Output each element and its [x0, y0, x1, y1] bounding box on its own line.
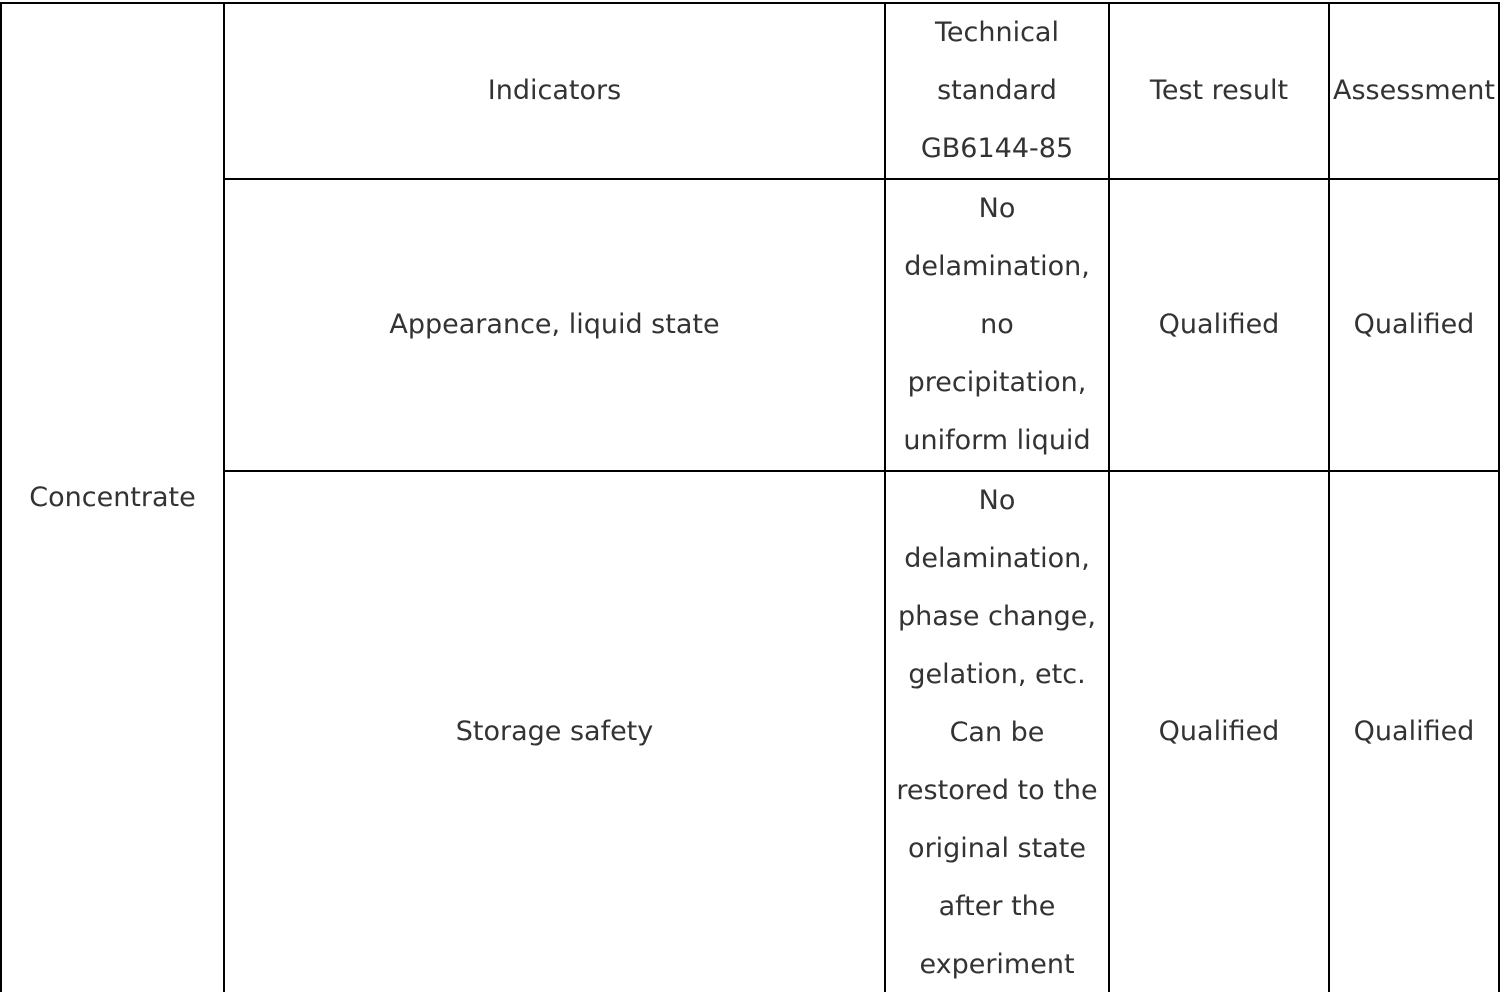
header-assessment-label: Assessment — [1333, 75, 1495, 106]
row2-indicator-text: Storage safety — [455, 716, 654, 747]
row1-standard-line: No — [978, 193, 1016, 224]
row2-indicator — [225, 472, 884, 992]
row1-standard-line: precipitation, — [907, 367, 1087, 398]
row2-standard-line: experiment — [919, 949, 1075, 980]
row2-assessment-text: Qualified — [1353, 716, 1475, 747]
row1-test-result — [1110, 180, 1328, 470]
header-indicators — [225, 4, 884, 178]
row2-standard-line: phase change, — [897, 601, 1096, 632]
row1-indicator — [225, 180, 884, 470]
row1-standard-line: uniform liquid — [903, 425, 1091, 456]
row2-standard-line: delamination, — [904, 543, 1090, 574]
row1-standard-line: delamination, — [904, 251, 1090, 282]
group-label: Concentrate — [29, 482, 196, 513]
row1-assessment-text: Qualified — [1353, 309, 1475, 340]
row2-standard-line: No — [978, 485, 1016, 516]
row1-indicator-text: Appearance, liquid state — [389, 309, 720, 340]
row2-standard-line: restored to the — [896, 775, 1098, 806]
row2-standard — [886, 472, 1108, 992]
row1-assessment — [1330, 180, 1498, 470]
header-standard-line: Technical — [935, 17, 1059, 48]
header-standard-line: GB6144-85 — [920, 133, 1074, 164]
row2-standard-line: Can be — [949, 717, 1045, 748]
row2-standard-line: original state — [908, 833, 1086, 864]
row2-test-result — [1110, 472, 1328, 992]
row2-test-result-text: Qualified — [1158, 716, 1280, 747]
row2-assessment — [1330, 472, 1498, 992]
header-test-result-label: Test result — [1149, 75, 1289, 106]
row1-standard-line: no — [980, 309, 1014, 340]
row2-standard-line: after the — [938, 891, 1056, 922]
border-right — [1498, 2, 1500, 992]
header-assessment — [1330, 4, 1498, 178]
header-standard — [886, 4, 1108, 178]
header-indicators-label: Indicators — [487, 75, 622, 106]
row2-standard-line: gelation, etc. — [908, 659, 1086, 690]
header-test-result — [1110, 4, 1328, 178]
group-label-cell — [2, 4, 223, 992]
header-standard-line: standard — [937, 75, 1057, 106]
row1-standard — [886, 180, 1108, 470]
row1-test-result-text: Qualified — [1158, 309, 1280, 340]
